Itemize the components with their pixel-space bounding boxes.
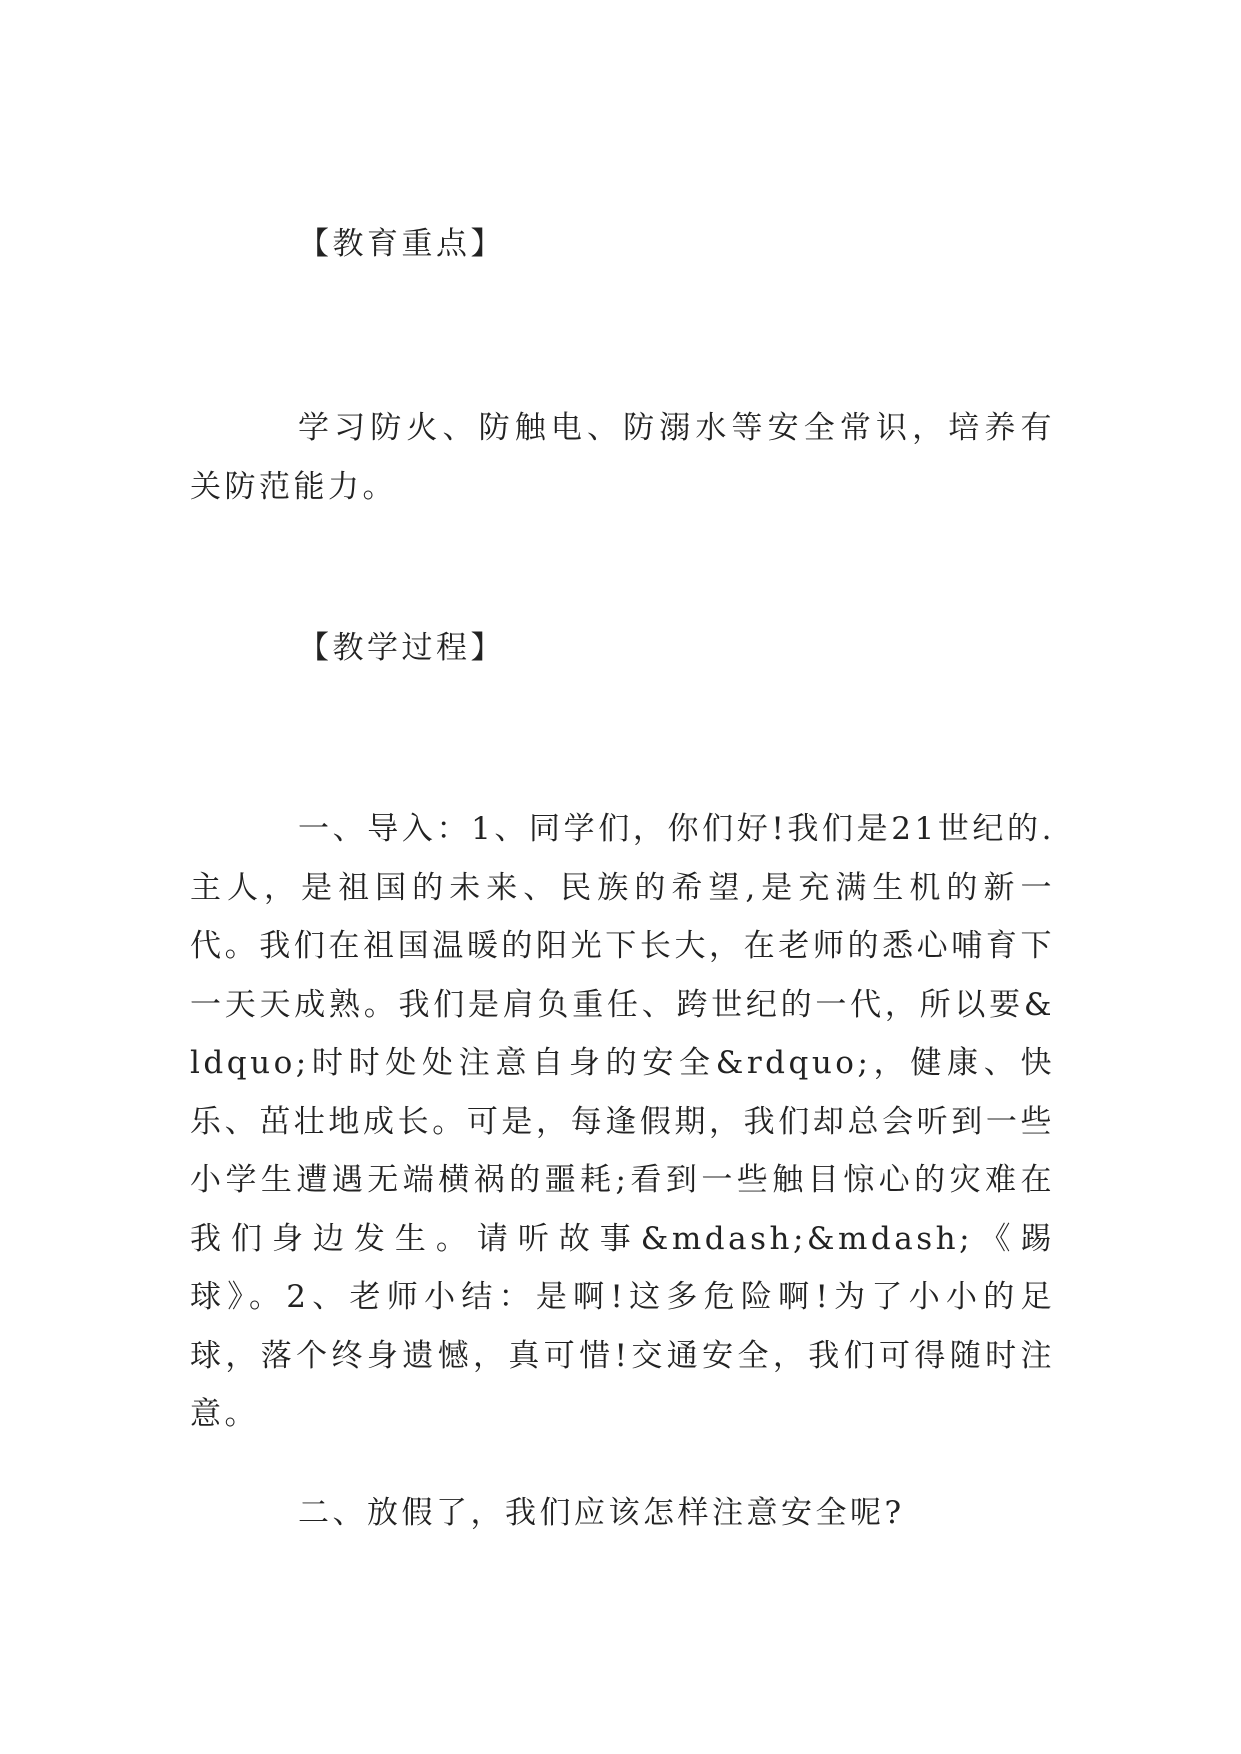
key-points-paragraph: 学习防火、防触电、防溺水等安全常识，培养有关防范能力。 xyxy=(190,410,1055,505)
section-heading-process: 【教学过程】 xyxy=(298,630,505,666)
intro-paragraph: 一、导入：1、同学们，你们好!我们是21世纪的.主人，是祖国的未来、民族的希望,是充满生机的新一代。我们在祖国温暖的阳光下长大，在老师的悉心哺育下一天天成熟。我们是肩负重任、跨世纪的一代，所以要&ldquo;时时处处注意自身的安全&rdquo;，健康、快乐、茁壮地成长。可是，每逢假期，我们却总会听到一些小学生遭遇无端横祸的噩耗;看到一些触目惊心的灾难在我们身边发生。请听故事&mdash;&mdash;《踢球》。2、老师小结：是啊!这多危险啊!为了小小的足球，落个终身遗憾，真可惜!交通安全，我们可得随时注意。 xyxy=(190,811,1055,1432)
section-two-heading: 二、放假了，我们应该怎样注意安全呢? xyxy=(298,1495,905,1531)
section-heading-key-points: 【教育重点】 xyxy=(298,226,505,262)
